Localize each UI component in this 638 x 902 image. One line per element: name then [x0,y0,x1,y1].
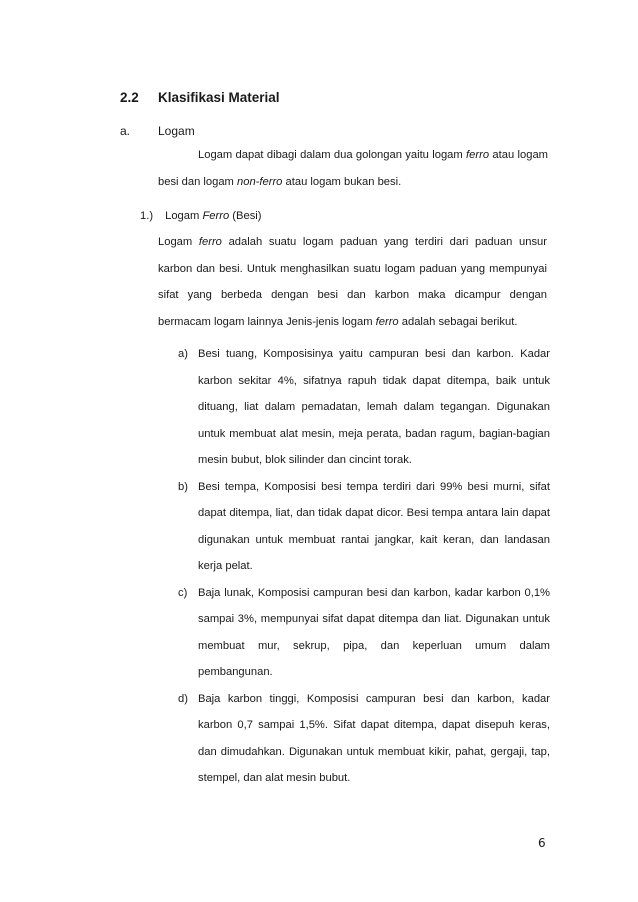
list-marker: b) [178,480,188,493]
numbered-heading [140,210,262,222]
list-item [178,341,550,474]
ferro-paragraph [158,229,547,335]
intro-text-2: atau logam besi dan logam [158,149,548,188]
list-marker: c) [178,586,188,599]
intro-text-3: atau logam bukan besi. [282,175,402,188]
list-marker: a) [178,348,188,360]
section-title: Klasifikasi Material [158,90,280,105]
ferro-italic-1: ferro [198,236,222,248]
numbered-word: Logam [165,210,203,222]
list-item-text: Besi tempa, Komposisi besi tempa terdiri dari 99% besi murni, sifat dapat ditempa, liat, dan tidak dapat dicor. Besi tempa antara lain dapat digunakan untuk membuat rantai jangkar, kait keran, dan landasan kerja pelat. [198,480,550,572]
ferro-types-list [178,341,550,792]
numbered-ferro: Ferro [202,210,230,222]
ferro-text-3: adalah sebagai berikut. [398,315,518,328]
list-item-text: Baja karbon tinggi, Komposisi campuran besi dan karbon, kadar karbon 0,7 sampai 1,5%. Sifat dapat ditempa, dapat disepuh keras, dan dimudahkan. Digunakan untuk membuat kikir, pahat, gergaji, tap, stempel, dan alat mesin bubut. [198,692,550,784]
list-marker: d) [178,692,188,705]
list-item [178,580,550,686]
list-item [178,686,550,792]
section-heading [120,90,280,105]
list-item [178,474,550,580]
list-item-text: Baja lunak, Komposisi campuran besi dan karbon, kadar karbon 0,1% sampai 3%, mempunyai sifat dapat ditempa dan liat. Digunakan untuk membuat mur, sekrup, pipa, dan keperluan umum dalam pembangunan. [198,586,550,678]
intro-text-1: Logam dapat dibagi dalam dua golongan yaitu logam [198,149,467,161]
intro-paragraph [158,142,548,195]
subsection-heading [120,124,195,138]
subsection-label: a. [120,124,131,138]
page-number: 6 [538,836,546,850]
intro-nonferro: non-ferro [237,175,283,188]
section-number: 2.2 [120,90,139,105]
ferro-text-1: Logam [158,236,199,248]
subsection-title: Logam [158,124,195,138]
numbered-rest: (Besi) [229,210,262,222]
list-item-text: Besi tuang, Komposisinya yaitu campuran besi dan karbon. Kadar karbon sekitar 4%, sifatnya rapuh tidak dapat ditempa, baik untuk dituang, liat dalam pemadatan, lemah dalam tegangan. Digunakan untuk membuat alat mesin, meja perata, badan ragum, bagian-bagian mesin bubut, blok silinder dan cincint torak. [198,348,550,466]
intro-ferro: ferro [466,149,490,161]
ferro-italic-2: ferro [375,315,399,328]
ferro-text-2: adalah suatu logam paduan yang terdiri dari paduan unsur karbon dan besi. Untuk menghasilkan suatu logam paduan yang mempunyai sifat yang berbeda dengan besi dan karbon maka dicampur dengan bermacam logam lainnya Jenis-jenis logam [158,236,547,328]
numbered-label: 1.) [140,210,154,222]
